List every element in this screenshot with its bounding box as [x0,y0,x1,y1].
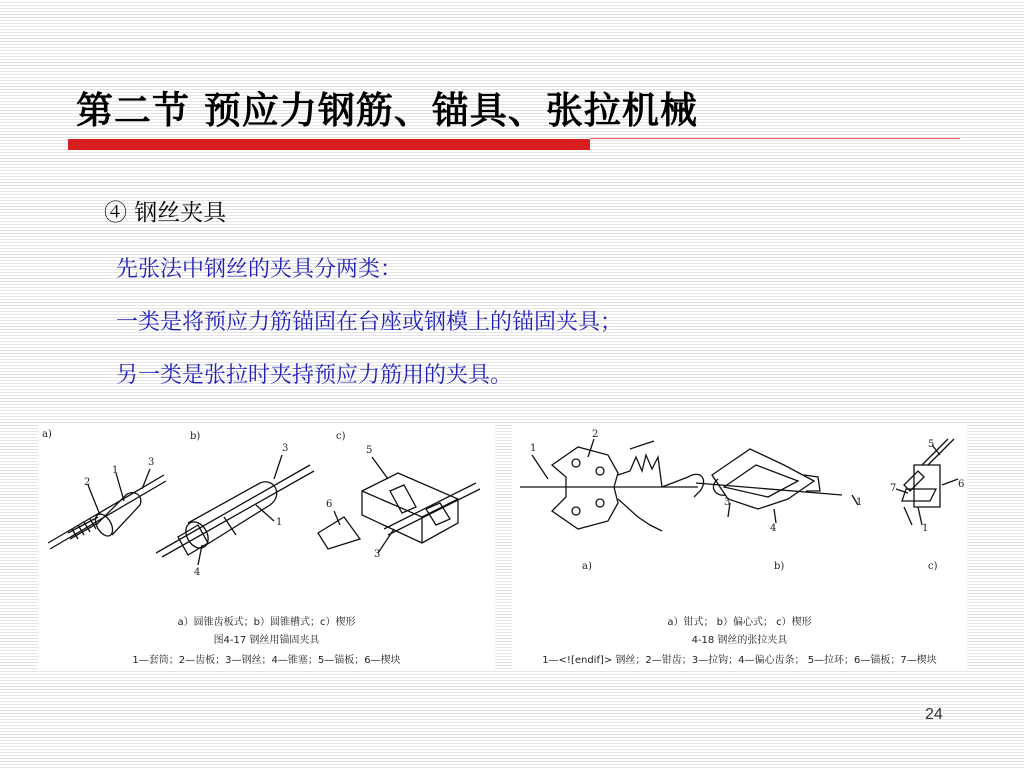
panel-label-a: a) [42,429,52,440]
callout-3: 3 [148,457,155,468]
figure-right-caption-1: a）钳式； b）偏心式； c）楔形 [667,617,812,628]
callout-r5: 5 [928,439,935,450]
callout-r7: 7 [890,483,897,494]
title-underline-thin [590,138,960,139]
callout-r1: 1 [530,443,537,454]
page-number: 24 [925,706,943,723]
figure-left-caption-3: 1—套筒；2—齿板；3—钢丝；4—锥塞；5—锚板；6—楔块 [132,655,401,666]
figure-right-caption-2: 4-18 钢丝的张拉夹具 [691,635,788,646]
callout-3b: 3 [282,443,289,454]
callout-2: 2 [84,477,91,488]
panel-label-c: c) [336,431,346,442]
figure-tensioning-clamps [512,425,967,670]
paragraph-2: 一类是将预应力筋锚固在台座或钢模上的锚固夹具； [116,310,623,335]
slide-title: 第二节 预应力钢筋、锚具、张拉机械 [76,89,698,132]
panel-label-rb: b) [774,561,785,572]
panel-label-b: b) [190,431,201,442]
callout-r1b: 1 [856,497,863,508]
paragraph-3: 另一类是张拉时夹持预应力筋用的夹具。 [116,363,513,388]
figure-left-caption-1: a）圆锥齿板式；b）圆锥槽式；c）楔形 [177,617,356,628]
callout-r4: 4 [770,523,777,534]
callout-r3: 3 [724,497,731,508]
figure-right-caption-3: 1—<![endif]> 钢丝；2—钳齿；3—拉钩；4—偏心齿条； 5—拉环；6—锚板；7—楔块 [542,655,937,666]
callout-1: 1 [112,465,119,476]
figure-left-caption-2: 图4-17 钢丝用锚固夹具 [213,635,320,646]
callout-r1c: 1 [922,523,929,534]
callout-3c: 3 [374,549,381,560]
paragraph-1: 先张法中钢丝的夹具分两类： [116,257,403,282]
callout-1b: 1 [276,517,283,528]
figure-anchorage-clamps [38,425,495,670]
panel-label-ra: a) [582,561,592,572]
callout-r2: 2 [592,429,599,440]
subheading: ④ 钢丝夹具 [104,200,227,226]
callout-4: 4 [194,567,201,578]
panel-label-rc: c) [928,561,938,572]
title-underline-red [68,139,590,150]
callout-5: 5 [366,445,373,456]
callout-r6: 6 [958,479,965,490]
callout-6: 6 [326,499,333,510]
